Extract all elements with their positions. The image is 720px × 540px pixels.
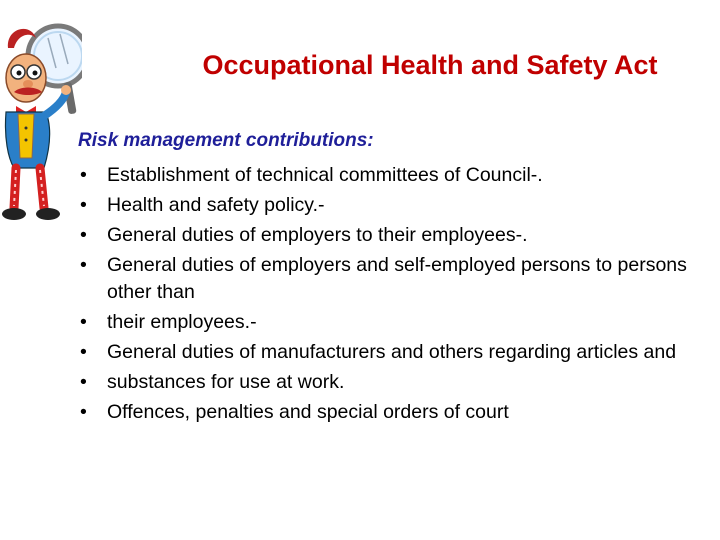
bullet-item [80, 222, 710, 249]
bullet-text: General duties of employers and self-employed persons to persons other than [107, 254, 687, 303]
bullet-icon: • [80, 254, 87, 276]
bullet-item [80, 162, 710, 189]
bullet-text: Health and safety policy.- [107, 194, 325, 216]
bullet-text: General duties of manufacturers and others regarding articles and [107, 341, 677, 363]
bullet-text: substances for use at work. [107, 371, 345, 393]
bullet-item [80, 399, 710, 426]
bullet-icon: • [80, 311, 87, 333]
bullet-item [80, 309, 710, 336]
bullet-item [80, 252, 710, 306]
bullet-icon: • [80, 401, 87, 423]
bullet-icon: • [80, 371, 87, 393]
bullet-text: Establishment of technical committees of Council-. [107, 164, 543, 186]
bullet-list [80, 162, 710, 426]
bullet-icon: • [80, 164, 87, 186]
bullet-item [80, 369, 710, 396]
bullet-icon: • [80, 194, 87, 216]
bullet-text: General duties of employers to their employees-. [107, 224, 528, 246]
bullet-text: their employees.- [107, 311, 257, 333]
bullet-item [80, 192, 710, 219]
bullet-item [80, 339, 710, 366]
bullet-icon: • [80, 224, 87, 246]
slide-title: Occupational Health and Safety Act [202, 50, 658, 80]
bullet-icon: • [80, 341, 87, 363]
detective-with-magnifying-glass-icon [0, 8, 82, 228]
bullet-text: Offences, penalties and special orders of court [107, 401, 509, 423]
slide-subtitle: Risk management contributions: [78, 130, 374, 151]
